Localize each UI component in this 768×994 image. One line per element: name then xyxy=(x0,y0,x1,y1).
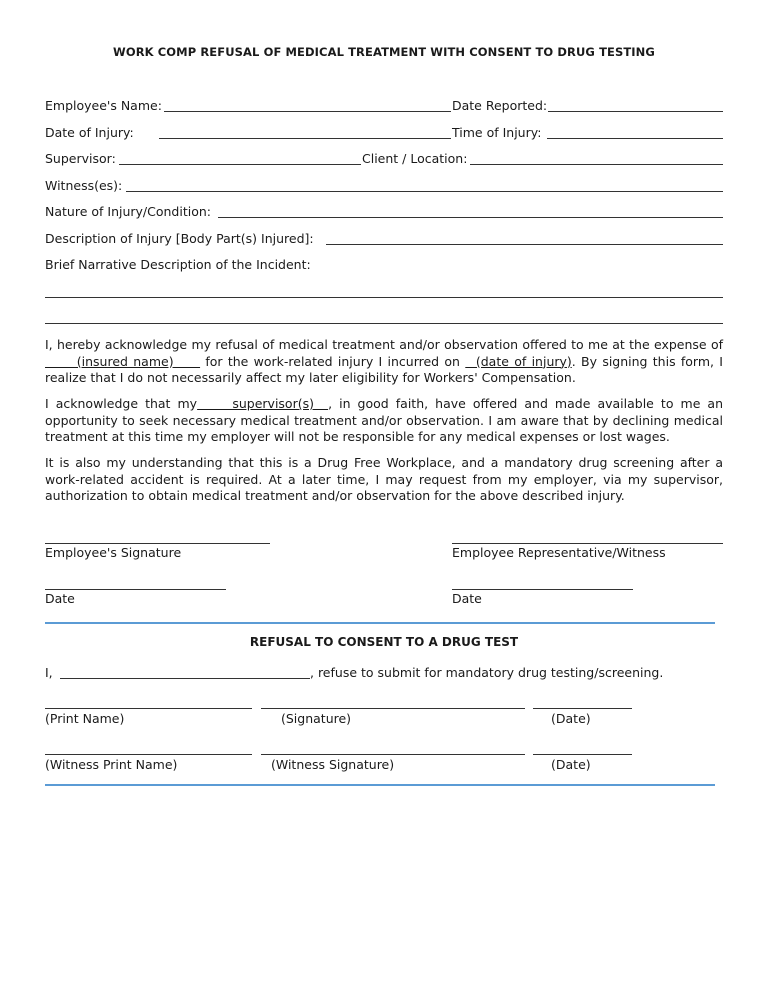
insured-name-blank[interactable]: (insured name) xyxy=(45,353,201,369)
refusal-i-prefix: I, xyxy=(45,665,53,680)
para1-text-a: I, hereby acknowledge my refusal of medical treatment and/or observation offered to me at the expense of xyxy=(45,337,723,352)
date-of-injury-field[interactable] xyxy=(159,138,451,139)
narrative-label: Brief Narrative Description of the Incident: xyxy=(45,257,311,272)
supervisor-blank[interactable]: supervisor(s) xyxy=(197,396,329,411)
drug-free-paragraph: It is also my understanding that this is a Drug Free Workplace, and a mandatory drug screening after a work-related accident is required. At a later time, I may request from my employer, via my supervisor, authorization to obtain medical treatment and/or observation for the above described injury. xyxy=(45,455,723,503)
client-location-field[interactable] xyxy=(470,164,723,165)
date2-line[interactable] xyxy=(533,754,632,755)
witnesses-field[interactable] xyxy=(126,191,723,192)
signature-label: (Signature) xyxy=(281,711,352,726)
section-divider-bottom xyxy=(45,784,715,786)
description-of-injury-field[interactable] xyxy=(326,244,723,245)
narrative-line-2[interactable] xyxy=(45,323,723,324)
date-right-label: Date xyxy=(452,591,482,606)
date2-label: (Date) xyxy=(551,757,591,772)
supervisor-label: Supervisor: xyxy=(45,151,116,166)
witness-signature-line[interactable] xyxy=(261,754,525,755)
refusal-statement: , refuse to submit for mandatory drug testing/screening. xyxy=(310,665,664,680)
refusal-name-field[interactable] xyxy=(60,678,310,679)
para1-text-b: for the work-related injury I incurred on xyxy=(200,353,466,369)
time-of-injury-label: Time of Injury: xyxy=(452,125,542,140)
witness-print-name-line[interactable] xyxy=(45,754,252,755)
date-left-label: Date xyxy=(45,591,75,606)
refusal-heading: REFUSAL TO CONSENT TO A DRUG TEST xyxy=(249,635,519,649)
para2-text-b: , in good faith, have offered and made available to me an opportunity to seek necessary medical treatment and/or observation. I am aware that by declining medical treatment at this time my employer will not be responsible for any medical expenses or lost wages. xyxy=(45,396,724,444)
date-right-line[interactable] xyxy=(452,589,633,590)
date1-line[interactable] xyxy=(533,708,632,709)
supervisor-paragraph xyxy=(45,396,723,446)
signature-line[interactable] xyxy=(261,708,525,709)
para2-text-a: I acknowledge that my xyxy=(45,396,198,411)
narrative-line-1[interactable] xyxy=(45,297,723,298)
page-title: WORK COMP REFUSAL OF MEDICAL TREATMENT WITH CONSENT TO DRUG TESTING xyxy=(113,45,655,59)
witness-signature-label: (Witness Signature) xyxy=(271,757,395,772)
print-name-line[interactable] xyxy=(45,708,252,709)
date-reported-field[interactable] xyxy=(548,111,723,112)
employee-signature-line[interactable] xyxy=(45,543,270,544)
para1-text-c: . By signing this form, I realize that I do not necessarily affect my later eligibility for Workers' Compensation. xyxy=(45,353,723,385)
employee-name-label: Employee's Name: xyxy=(45,98,162,113)
acknowledgement-paragraph xyxy=(45,337,723,387)
employee-rep-witness-label: Employee Representative/Witness xyxy=(452,545,666,560)
date1-label: (Date) xyxy=(551,711,591,726)
time-of-injury-field[interactable] xyxy=(547,138,723,139)
employee-rep-witness-line[interactable] xyxy=(452,543,723,544)
witnesses-label: Witness(es): xyxy=(45,178,123,193)
nature-of-injury-field[interactable] xyxy=(218,217,723,218)
client-location-label: Client / Location: xyxy=(362,151,468,166)
supervisor-field[interactable] xyxy=(119,164,361,165)
nature-of-injury-label: Nature of Injury/Condition: xyxy=(45,204,211,219)
date-reported-label: Date Reported: xyxy=(452,98,548,113)
employee-name-field[interactable] xyxy=(164,111,451,112)
date-left-line[interactable] xyxy=(45,589,226,590)
print-name-label: (Print Name) xyxy=(45,711,125,726)
witness-print-name-label: (Witness Print Name) xyxy=(45,757,178,772)
date-of-injury-label: Date of Injury: xyxy=(45,125,134,140)
section-divider-top xyxy=(45,622,715,624)
date-of-injury-blank[interactable]: (date of injury) xyxy=(465,353,572,369)
employee-signature-label: Employee's Signature xyxy=(45,545,182,560)
description-of-injury-label: Description of Injury [Body Part(s) Injured]: xyxy=(45,231,314,246)
